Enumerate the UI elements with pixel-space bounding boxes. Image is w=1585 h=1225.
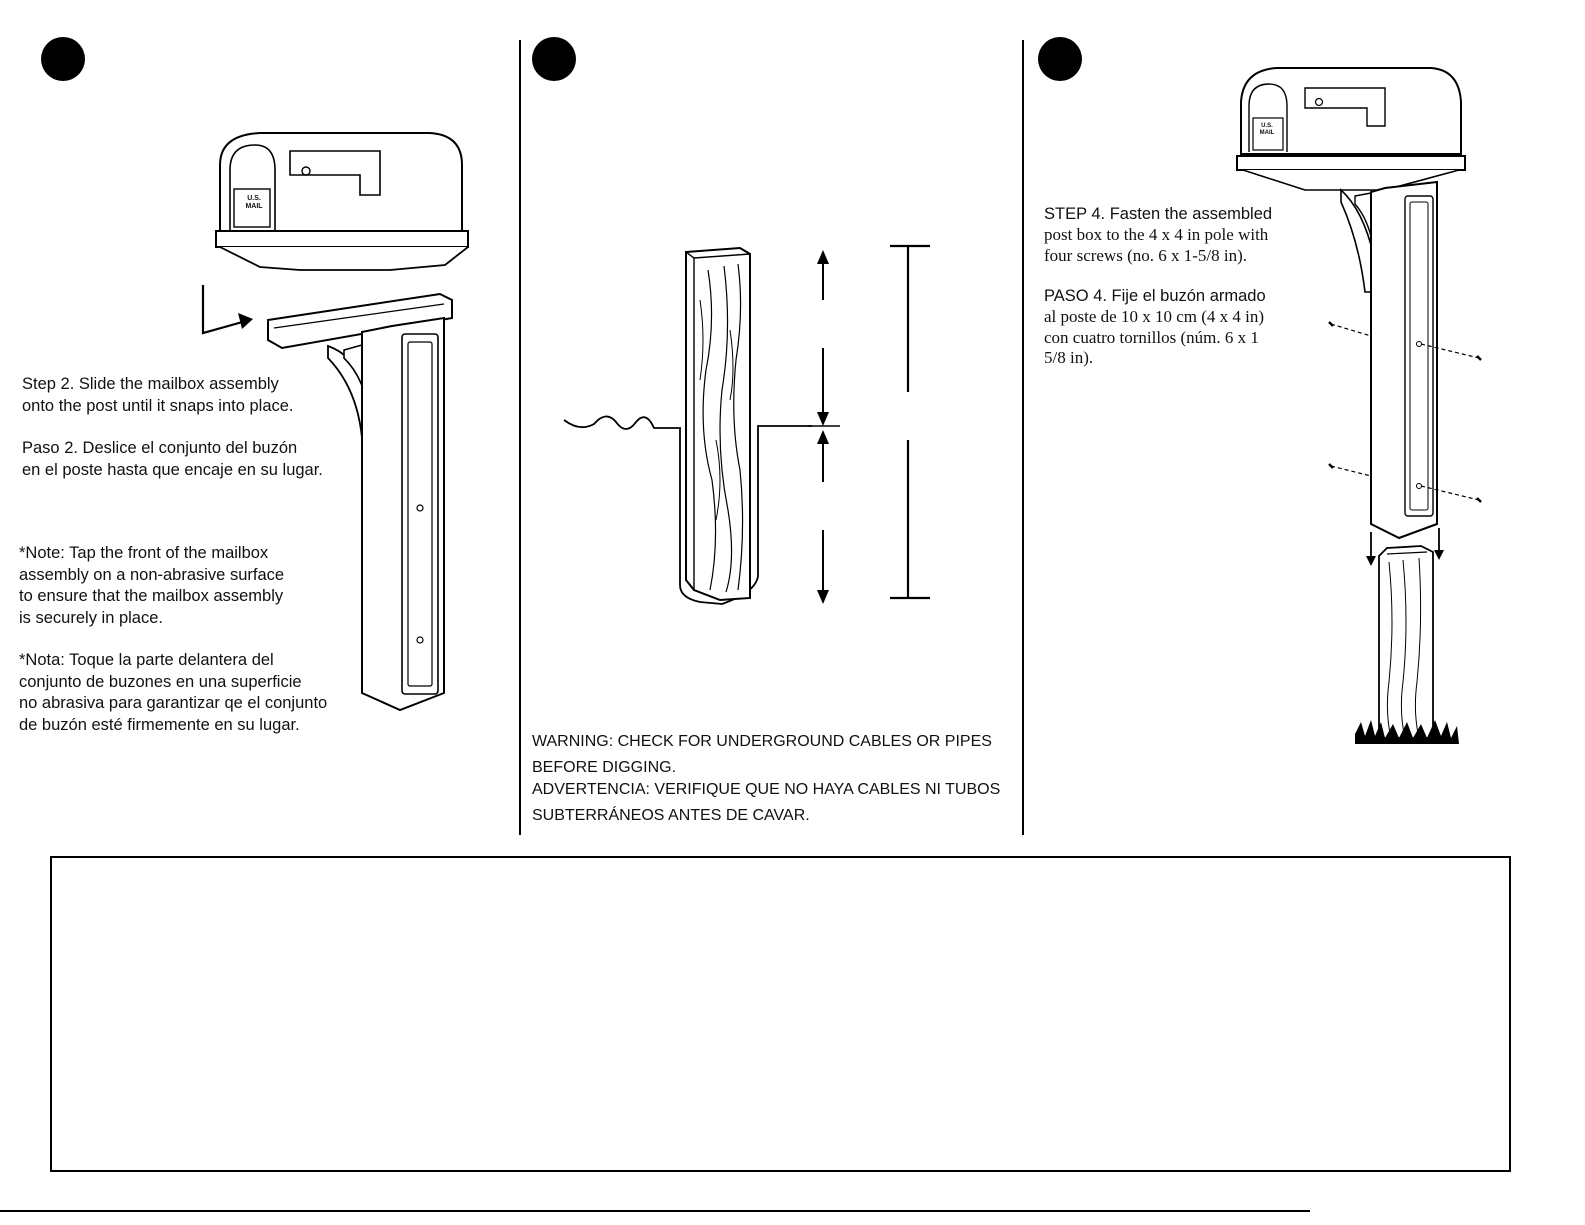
footer-rule xyxy=(0,1210,1310,1212)
step-4-body-es: al poste de 10 x 10 cm (4 x 4 in) con cuatro tornillos (núm. 6 x 1 5/8 in). xyxy=(1044,307,1265,367)
step-4-body-en: post box to the 4 x 4 in pole with four screws (no. 6 x 1-5/8 in). xyxy=(1044,225,1269,265)
step-4-heading-es: PASO 4. Fije el buzón armado xyxy=(1044,287,1266,305)
step-2-note-en: *Note: Tap the front of the mailbox assembly on a non-abrasive surface to ensure that the mailbox assembly is securely in place. xyxy=(19,544,285,627)
step-3-warning-es: ADVERTENCIA: VERIFIQUE QUE NO HAYA CABLES NI TUBOS SUBTERRÁNEOS ANTES DE CAVAR. xyxy=(532,781,1001,824)
mailbox-on-post-illustration xyxy=(1225,62,1505,752)
mailbox-on-post-label: U.S. MAIL xyxy=(1259,123,1275,136)
step-4-marker xyxy=(1038,37,1082,81)
step-3-warning-en: WARNING: CHECK FOR UNDERGROUND CABLES OR PIPES BEFORE DIGGING. xyxy=(532,733,992,776)
step-3-marker xyxy=(532,37,576,81)
step-2-instruction-es: Paso 2. Deslice el conjunto del buzón en el poste hasta que encaje en su lugar. xyxy=(22,439,323,479)
direction-arrow-icon xyxy=(198,283,258,338)
step-4-heading-en: STEP 4. Fasten the assembled xyxy=(1044,205,1273,223)
column-divider-right xyxy=(1022,40,1024,835)
post-in-ground-illustration xyxy=(560,240,940,610)
step-2-instruction-en: Step 2. Slide the mailbox assembly onto the post until it snaps into place. xyxy=(22,375,294,415)
mailbox-label: U.S. MAIL xyxy=(245,195,263,210)
step-2-note-es: *Nota: Toque la parte delantera del conjunto de buzones en una superficie no abrasiva para garantizar qe el conjunto de buzón esté firmemente en su lugar. xyxy=(19,651,328,734)
column-divider-left xyxy=(519,40,521,835)
notes-frame xyxy=(50,856,1511,1172)
step-2-marker xyxy=(41,37,85,81)
